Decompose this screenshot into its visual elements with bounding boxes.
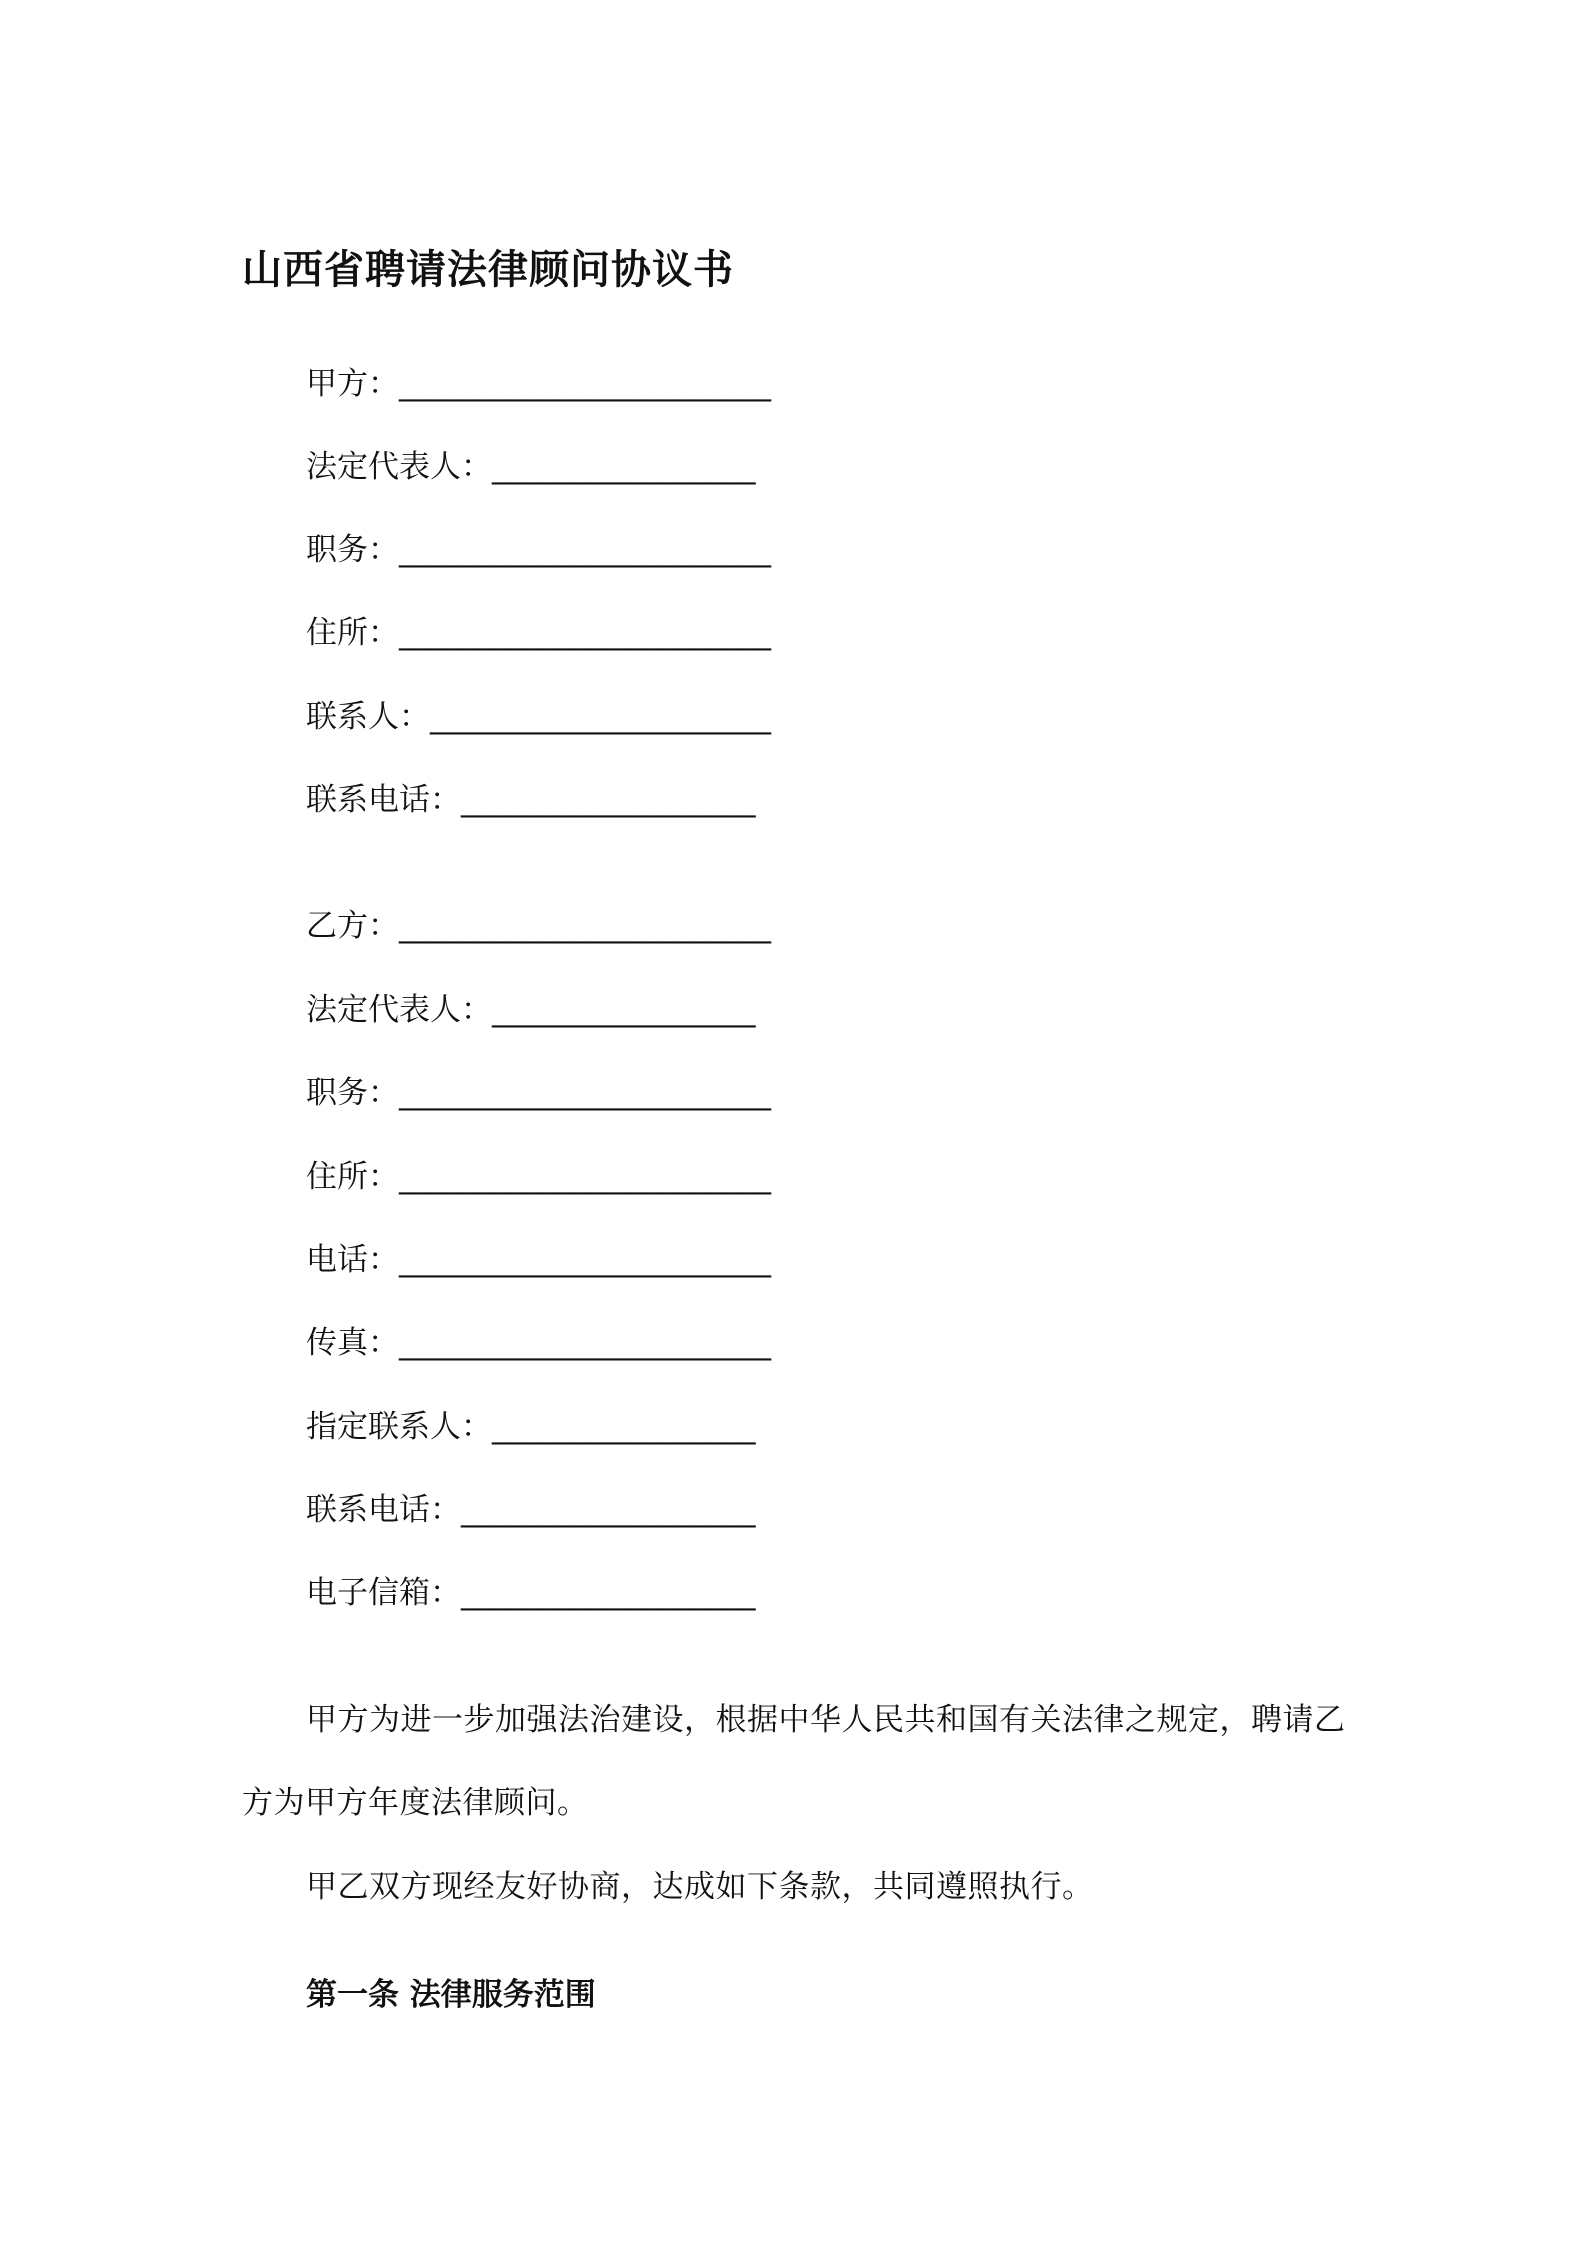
party-a-phone-field: 联系电话：___________________: [306, 782, 756, 818]
document-title: 山西省聘请法律顾问协议书: [242, 247, 734, 293]
party-b-address-field: 住所：________________________: [306, 1159, 771, 1195]
party-b-contact-phone-field: 联系电话：___________________: [306, 1492, 756, 1528]
party-b-phone-field: 电话：________________________: [306, 1242, 771, 1278]
intro-paragraph-line-2: 方为甲方年度法律顾问。: [242, 1785, 589, 1821]
party-b-email-field: 电子信箱：___________________: [306, 1575, 756, 1611]
party-a-address-field: 住所：________________________: [306, 615, 771, 651]
party-a-position-field: 职务：________________________: [306, 532, 771, 568]
party-a-name-field: 甲方：________________________: [306, 366, 771, 402]
party-b-position-field: 职务：________________________: [306, 1075, 771, 1111]
section-heading-article-1: 第一条 法律服务范围: [306, 1977, 596, 2013]
party-b-fax-field: 传真：________________________: [306, 1325, 771, 1361]
agreement-paragraph: 甲乙双方现经友好协商，达成如下条款，共同遵照执行。: [306, 1869, 1094, 1905]
party-b-name-field: 乙方：________________________: [306, 908, 771, 944]
intro-paragraph-line-1: 甲方为进一步加强法治建设，根据中华人民共和国有关法律之规定，聘请乙: [306, 1702, 1346, 1738]
party-b-legal-rep-field: 法定代表人：_________________: [306, 992, 756, 1028]
party-a-legal-rep-field: 法定代表人：_________________: [306, 449, 756, 485]
party-b-designated-contact-field: 指定联系人：_________________: [306, 1409, 756, 1445]
party-a-contact-field: 联系人：______________________: [306, 699, 771, 735]
